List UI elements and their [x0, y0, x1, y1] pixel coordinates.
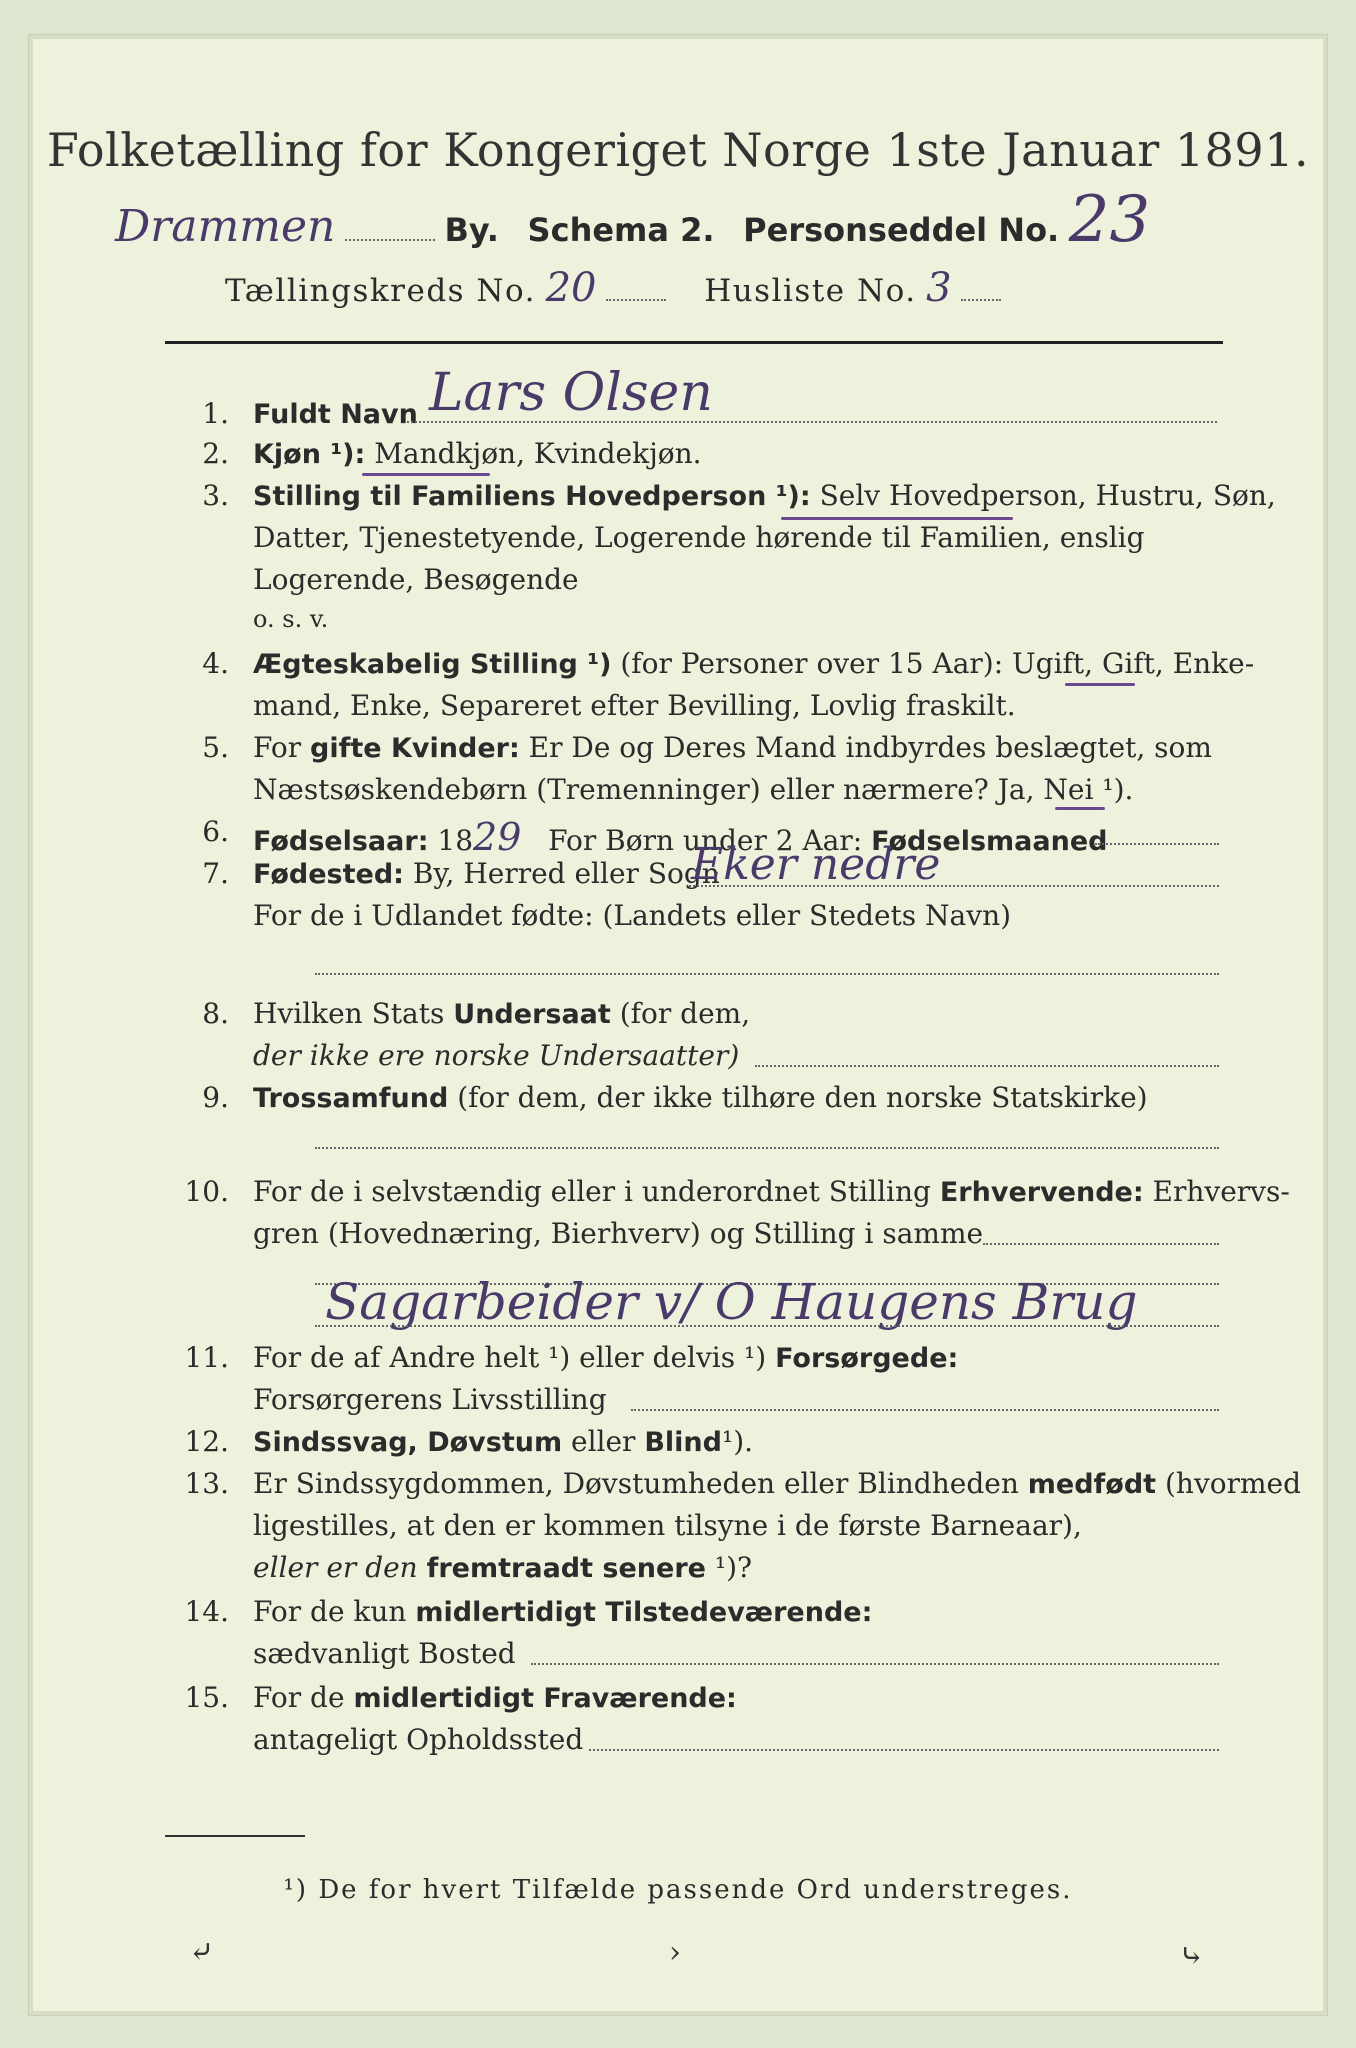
q6-year: 29 — [473, 815, 522, 859]
q8-text-post: (for dem, — [619, 997, 751, 1030]
q13-line3 — [253, 1551, 752, 1584]
q10-answer: Sagarbeider v/ O Haugens Brug — [325, 1273, 1138, 1331]
q3-underline — [781, 517, 1013, 520]
husliste-number: 3 — [926, 265, 952, 311]
q14-line1 — [253, 1595, 872, 1628]
kreds-label: Tællingskreds No. — [225, 273, 537, 309]
q5-text2: Næstsøskendebørn (Tremenninger) eller nærmere? Ja, Nei ¹). — [253, 773, 1134, 806]
q10-number: 10. — [184, 1175, 229, 1208]
q1-number: 1. — [202, 397, 229, 430]
q4-underline — [1065, 683, 1135, 686]
q11-line1 — [253, 1341, 958, 1374]
q3-label: Stilling til Familiens Hovedperson ¹): — [253, 481, 811, 512]
husliste-dots — [961, 275, 1001, 301]
q5-label: gifte Kvinder: — [310, 733, 520, 764]
q11-label: Forsørgede: — [775, 1343, 959, 1374]
q13-text3-pre: eller er den — [253, 1551, 418, 1584]
q11-number: 11. — [184, 1341, 229, 1374]
corner-mark-left: ⤶ — [189, 1935, 215, 1970]
q13-label3: fremtraadt senere — [426, 1553, 706, 1584]
q6-label2: Fødselsmaaned — [871, 826, 1108, 857]
q8-line1 — [253, 997, 750, 1030]
q2-line — [253, 437, 702, 470]
q8-line2 — [253, 1039, 739, 1072]
corner-mark-center: › — [669, 1935, 681, 1970]
q13-text-post: (hvormed — [1164, 1467, 1302, 1500]
q7-label: Fødested: — [253, 859, 404, 890]
q7-dots2 — [315, 971, 1219, 975]
q3-text1: Selv Hovedperson, Hustru, Søn, — [819, 479, 1276, 512]
q1-label: Fuldt Navn — [253, 399, 418, 430]
q7-line — [253, 857, 720, 890]
q13-text3-post: ¹)? — [714, 1551, 753, 1584]
personseddel-number: 23 — [1068, 183, 1151, 257]
by-label: By. — [444, 211, 499, 249]
schema-label: Schema 2. — [527, 211, 715, 249]
q13-line1 — [253, 1467, 1301, 1500]
q5-text1: Er De og Deres Mand indbyrdes beslægtet, som — [528, 731, 1212, 764]
q15-dots — [589, 1747, 1219, 1751]
q12-text-post: ¹). — [721, 1425, 754, 1458]
q3-line1 — [253, 479, 1276, 512]
q14-dots — [531, 1661, 1219, 1665]
footnote-rule — [165, 1835, 305, 1837]
q10-dots3 — [315, 1323, 1219, 1327]
q14-text-pre: For de kun — [253, 1595, 407, 1628]
q15-label: midlertidigt Fraværende: — [353, 1683, 737, 1714]
q3-text2: Datter, Tjenestetyende, Logerende hørende til Familien, enslig — [253, 521, 1145, 554]
q10-text2: gren (Hovednæring, Bierhverv) og Stilling i samme — [253, 1217, 984, 1250]
q10-dots1 — [983, 1241, 1219, 1245]
q12-label: Sindssvag, Døvstum — [253, 1427, 563, 1458]
q7-answer: Eker nedre — [691, 839, 941, 890]
q8-label: Undersaat — [453, 999, 611, 1030]
q6-line — [253, 815, 1107, 859]
husliste-label: Husliste No. — [704, 273, 917, 309]
q11-text-pre: For de af Andre helt ¹) eller delvis ¹) — [253, 1341, 767, 1374]
q11-text2: Forsørgerens Livsstilling — [253, 1383, 607, 1416]
q12-number: 12. — [184, 1425, 229, 1458]
q15-number: 15. — [184, 1681, 229, 1714]
q13-label: medfødt — [1027, 1469, 1157, 1500]
q7-text2: For de i Udlandet fødte: (Landets eller Stedets Navn) — [253, 899, 1012, 932]
q3-text3: Logerende, Besøgende — [253, 563, 579, 596]
q9-text: (for dem, der ikke tilhøre den norske Statskirke) — [457, 1081, 1148, 1114]
q8-dots — [755, 1063, 1219, 1067]
q5-line1 — [253, 731, 1212, 764]
q6-dots — [1095, 841, 1219, 845]
q3-text4: o. s. v. — [253, 605, 329, 633]
q9-line — [253, 1081, 1148, 1114]
q10-text-pre: For de i selvstændig eller i underordnet Stilling — [253, 1175, 931, 1208]
q1-line — [253, 397, 418, 430]
q8-text2: der ikke ere norske Undersaatter) — [253, 1039, 740, 1072]
personseddel-label: Personseddel No. — [743, 211, 1060, 249]
kreds-number: 20 — [545, 265, 597, 311]
census-form-sheet — [28, 34, 1328, 2016]
q13-text2: ligestilles, at den er kommen tilsyne i de første Barneaar), — [253, 1509, 1082, 1542]
q7-number: 7. — [202, 857, 229, 890]
kreds-dots — [606, 275, 666, 301]
q5-label-pre: For — [253, 731, 302, 764]
q4-line1 — [253, 647, 1254, 680]
q12-label2: Blind — [644, 1427, 722, 1458]
q12-text-mid: eller — [571, 1425, 636, 1458]
q8-text-pre: Hvilken Stats — [253, 997, 445, 1030]
q15-text-pre: For de — [253, 1681, 345, 1714]
q13-text-pre: Er Sindssygdommen, Døvstumheden eller Blindheden — [253, 1467, 1019, 1500]
q6-prefix: 18 — [437, 824, 474, 857]
q13-number: 13. — [184, 1467, 229, 1500]
corner-mark-right: ⤷ — [1179, 1939, 1205, 1974]
footnote: ¹) De for hvert Tilfælde passende Ord understreges. — [283, 1875, 1073, 1905]
city-line — [115, 183, 1150, 257]
q10-label: Erhvervende: — [939, 1177, 1144, 1208]
q14-number: 14. — [184, 1595, 229, 1628]
form-title: Folketælling for Kongeriget Norge 1ste Januar 1891. — [46, 123, 1310, 177]
q3-number: 3. — [202, 479, 229, 512]
q14-label: midlertidigt Tilstedeværende: — [415, 1597, 873, 1628]
q5-underline — [1055, 807, 1105, 810]
header-rule — [165, 341, 1223, 344]
q6-label: Fødselsaar: — [253, 826, 429, 857]
city-handwritten: Drammen — [115, 201, 336, 252]
q8-number: 8. — [202, 997, 229, 1030]
q15-text2: antageligt Opholdssted — [253, 1723, 584, 1756]
q9-label: Trossamfund — [253, 1083, 449, 1114]
q2-options: Mandkjøn, Kvindekjøn. — [374, 437, 702, 470]
q9-number: 9. — [202, 1081, 229, 1114]
q4-text1: (for Personer over 15 Aar): Ugift, Gift, Enke- — [620, 647, 1255, 680]
city-dots — [345, 215, 435, 241]
q6-number: 6. — [202, 815, 229, 848]
kreds-line — [225, 265, 1001, 311]
q10-line1 — [253, 1175, 1290, 1208]
q5-number: 5. — [202, 731, 229, 764]
q1-answer: Lars Olsen — [429, 363, 713, 423]
q10-text-post: Erhvervs- — [1152, 1175, 1290, 1208]
q4-number: 4. — [202, 647, 229, 680]
q2-number: 2. — [202, 437, 229, 470]
q7-dots — [689, 883, 1219, 887]
q15-line1 — [253, 1681, 737, 1714]
q9-dots — [315, 1145, 1219, 1149]
q12-line — [253, 1425, 753, 1458]
q2-underline — [362, 473, 490, 476]
q4-text2: mand, Enke, Separeret efter Bevilling, Lovlig fraskilt. — [253, 689, 1016, 722]
q6-text2: For Børn under 2 Aar: — [548, 824, 863, 857]
q11-dots — [631, 1407, 1219, 1411]
q7-text: By, Herred eller Sogn — [412, 857, 720, 890]
q2-label: Kjøn ¹): — [253, 439, 366, 470]
q14-text2: sædvanligt Bosted — [253, 1637, 516, 1670]
q4-label: Ægteskabelig Stilling ¹) — [253, 649, 612, 680]
